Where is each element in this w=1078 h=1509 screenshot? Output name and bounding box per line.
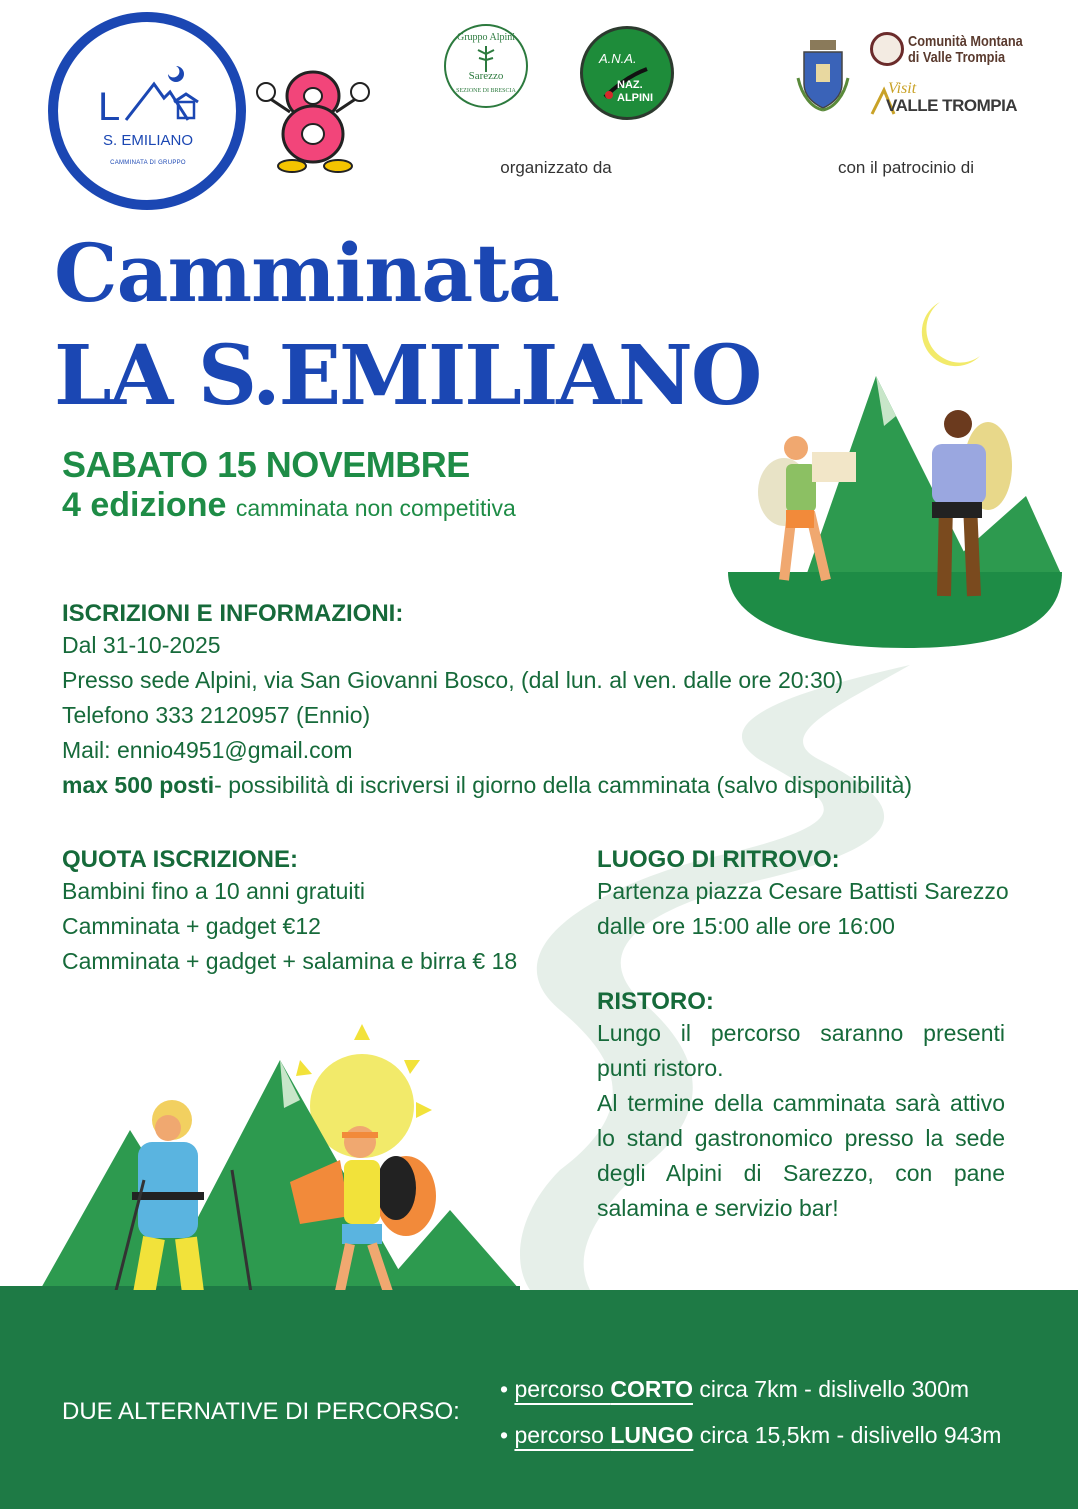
meeting-point-time: dalle ore 15:00 alle ore 16:00 [597, 913, 895, 939]
route-prefix: percorso [514, 1376, 611, 1402]
patronage-label: con il patrocinio di [837, 158, 975, 177]
meeting-point-place: Partenza piazza Cesare Battisti Sarezzo [597, 878, 1009, 904]
registration-max [62, 768, 1042, 803]
ana-logo-alpini: ALPINI [617, 92, 654, 104]
refreshment-heading: RISTORO: [597, 988, 714, 1015]
alpini-logo-text: Gruppo Alpini [456, 32, 516, 43]
comunita-line2: di Valle Trompia [908, 49, 1006, 66]
event-date: SABATO 15 NOVEMBRE [62, 444, 470, 485]
registration-info-section [62, 600, 1042, 803]
mascot-eight-icon [256, 66, 370, 176]
route-detail: circa 15,5km - dislivello 943m [693, 1422, 1002, 1448]
registration-phone[interactable]: Telefono 333 2120957 (Ennio) [62, 702, 371, 728]
bullet-icon: • [500, 1422, 509, 1448]
refreshment-para1: Lungo il percorso saranno presenti punti ristoro. [597, 1020, 1005, 1081]
refreshment-section [597, 988, 1005, 1226]
quota-item: Camminata + gadget €12 [62, 913, 321, 939]
route-short [500, 1376, 969, 1403]
routes-label: DUE ALTERNATIVE DI PERCORSO: [62, 1398, 460, 1425]
quota-item: Camminata + gadget + salamina e birra € 18 [62, 948, 518, 974]
visit-valle-trompia-logo [870, 80, 1030, 120]
logo-name: S. EMILIANO [102, 132, 194, 149]
ana-logo [580, 26, 674, 120]
meeting-point-heading: LUOGO DI RITROVO: [597, 846, 840, 873]
comunita-line1: Comunità Montana [908, 33, 1023, 50]
alpini-logo-town: Sarezzo [468, 70, 504, 82]
bullet-icon: • [500, 1376, 509, 1402]
edition-note: camminata non competitiva [235, 495, 516, 521]
max-posti: max 500 posti [62, 772, 215, 798]
event-edition [62, 486, 516, 525]
comunita-montana-logo [870, 32, 1030, 68]
route-name: CORTO [610, 1376, 693, 1402]
quota-section [62, 846, 582, 979]
logo-subtitle: CAMMINATA DI GRUPPO [110, 160, 186, 166]
organized-by-label: organizzato da [500, 158, 612, 177]
page-title-line1: Camminata [54, 226, 559, 320]
registration-heading: ISCRIZIONI E INFORMAZIONI: [62, 600, 404, 627]
edition-number: 4 edizione [62, 486, 227, 524]
route-prefix: percorso [514, 1422, 611, 1448]
quota-heading: QUOTA ISCRIZIONE: [62, 846, 298, 873]
svg-text:L: L [98, 85, 121, 129]
quota-item: Bambini fino a 10 anni gratuiti [62, 878, 366, 904]
max-posti-note: - possibilità di iscriversi il giorno della camminata (salvo disponibilità) [214, 772, 913, 798]
ana-logo-naz: NAZ. [617, 79, 643, 91]
registration-where: Presso sede Alpini, via San Giovanni Bosco, (dal lun. al ven. dalle ore 20:30) [62, 667, 844, 693]
mountain-icon [98, 62, 202, 132]
route-short-link[interactable] [514, 1376, 693, 1402]
route-name: LUNGO [610, 1422, 694, 1448]
town-crest-icon [796, 38, 850, 112]
ana-logo-text: A.N.A. [599, 51, 637, 66]
route-detail: circa 7km - dislivello 300m [692, 1376, 970, 1402]
comunita-seal-icon [870, 32, 904, 66]
registration-mail[interactable]: Mail: ennio4951@gmail.com [62, 737, 353, 763]
page-title-line2: LA S.EMILIANO [54, 328, 761, 424]
alpini-logo-section: SEZIONE DI BRESCIA [456, 88, 516, 94]
gruppo-alpini-logo [444, 24, 528, 108]
refreshment-para2: Al termine della camminata sarà attivo lo stand gastronomico presso la sede degli Alpini di Sarezzo, con pane salamina e servizio bar! [597, 1090, 1005, 1221]
la-s-emiliano-logo [48, 12, 246, 210]
visit-name: VALLE TROMPIA [886, 96, 1018, 115]
meeting-point-section [597, 846, 1047, 944]
registration-from: Dal 31-10-2025 [62, 632, 221, 658]
route-long [500, 1422, 1001, 1449]
route-long-link[interactable] [514, 1422, 693, 1448]
visit-script: Visit [888, 80, 917, 97]
